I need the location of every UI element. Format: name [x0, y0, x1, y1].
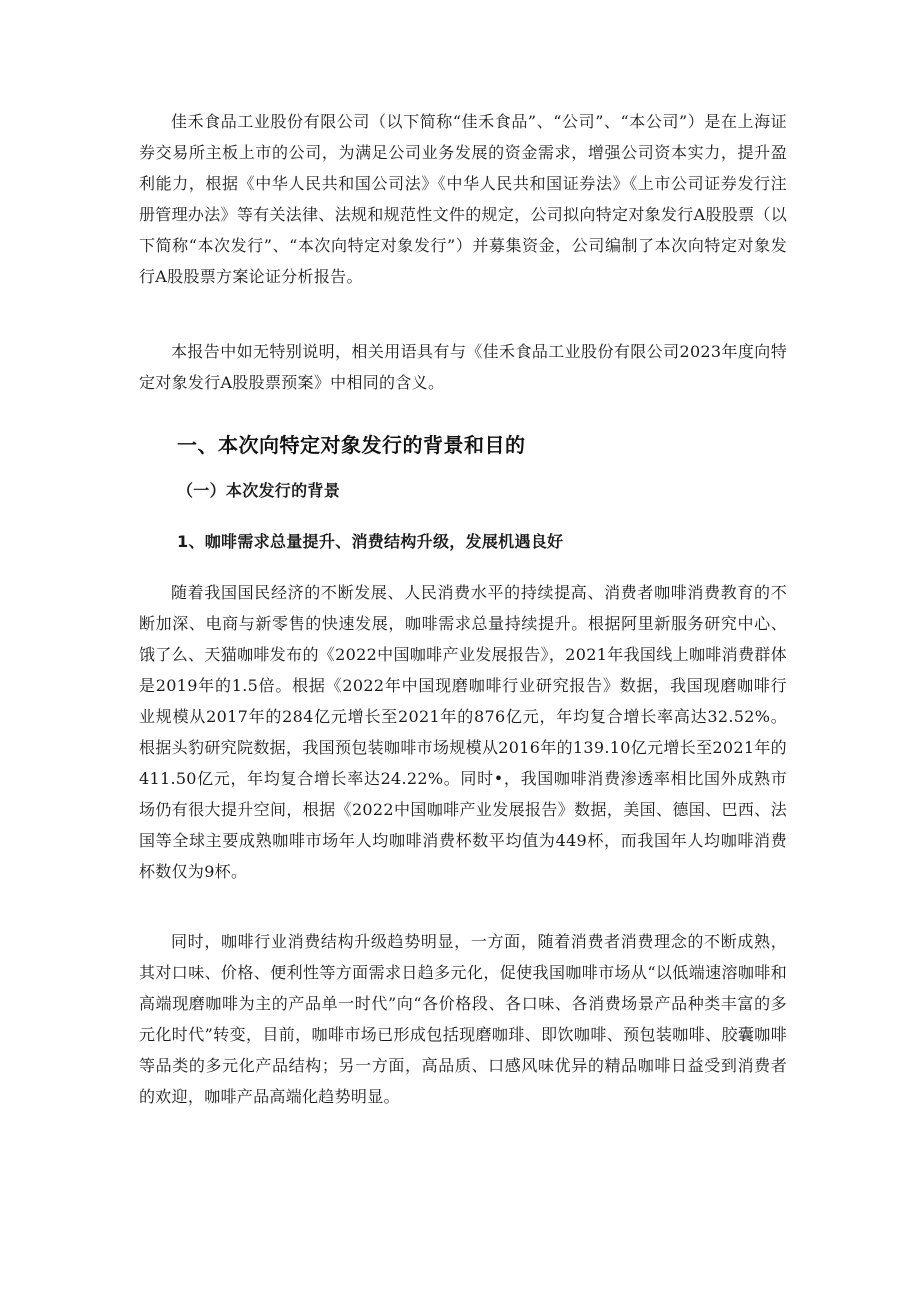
consumption-structure-paragraph: 同时，咖啡行业消费结构升级趋势明显，一方面，随着消费者消费理念的不断成熟，其对口味、价格、便利性等方面需求日趋多元化，促使我国咖啡市场从“以低端速溶咖啡和高端现磨咖啡为主的产品单一时代”向“各价格段、各口味、各消费场景产品种类丰富的多元化时代”转变，目前，咖啡市场已形成包括现磨咖琲、即饮咖啡、预包装咖啡、胶囊咖啡等品类的多元化产品结构；另一方面，高品质、口感风味优异的精品咖啡日益受到消费者的欢迎，咖啡产品高端化趋势明显。	[139, 932, 787, 1106]
coffee-demand-paragraph: 随着我国国民经济的不断发展、人民消费水平的持续提高、消费者咖啡消费教育的不断加深、电商与新零售的快速发展，咖啡需求总量持续提升。根据阿里新服务研究中心、饿了么、天猫咖啡发布的《2022中国咖啡产业发展报告》，2021年我国线上咖啡消费群体是2019年的1.5倍。根据《2022年中国现磨咖啡行业研究报告》数据，我国现磨咖啡行业规模从2017年的284亿元增长至2021年的876亿元，年均复合增长率高达32.52%。根据头豹研究院数据，我国预包装咖啡市场规模从2016年的139.10亿元增长至2021年的411.50亿元，年均复合增长率达24.22%。同时•，我国咖啡消费渗透率相比国外成熟市场仍有很大提升空间，根据《2022中国咖啡产业发展报告》数据，美国、德国、巴西、法国等全球主要成熟咖啡市场年人均咖啡消费杯数平均值为449杯，而我国年人均咖啡消费杯数仅为9杯。	[139, 583, 787, 881]
item-heading	[177, 530, 563, 554]
item-heading-text: 、咖啡需求总量提升、消费结构升级，发展机遇良好	[188, 532, 564, 551]
intro-paragraph: 佳禾食品工业股份有限公司（以下简称“佳禾食品”、“公司”、“本公司”）是在上海证券交易所主板上市的公司，为满足公司业务发展的资金需求，增强公司资本实力，提升盈利能力，根据《中华人民共和国公司法》《中华人民共和国证券法》《上市公司证券发行注册管理办法》等有关法律、法规和规范性文件的规定，公司拟向特定对象发行A股股票（以下简称“本次发行”、“本次向特定对象发行”）并募集资金，公司编制了本次向特定对象发行A股股票方案论证分析报告。	[139, 112, 787, 286]
section-heading: 一、本次向特定对象发行的背景和目的	[177, 433, 526, 457]
definitions-paragraph: 本报告中如无特别说明，相关用语具有与《佳禾食品工业股份有限公司2023年度向特定对象发行A股股票预案》中相同的含义。	[139, 342, 787, 392]
item-number: 1	[177, 532, 189, 551]
subsection-heading: （一）本次发行的背景	[177, 481, 341, 500]
